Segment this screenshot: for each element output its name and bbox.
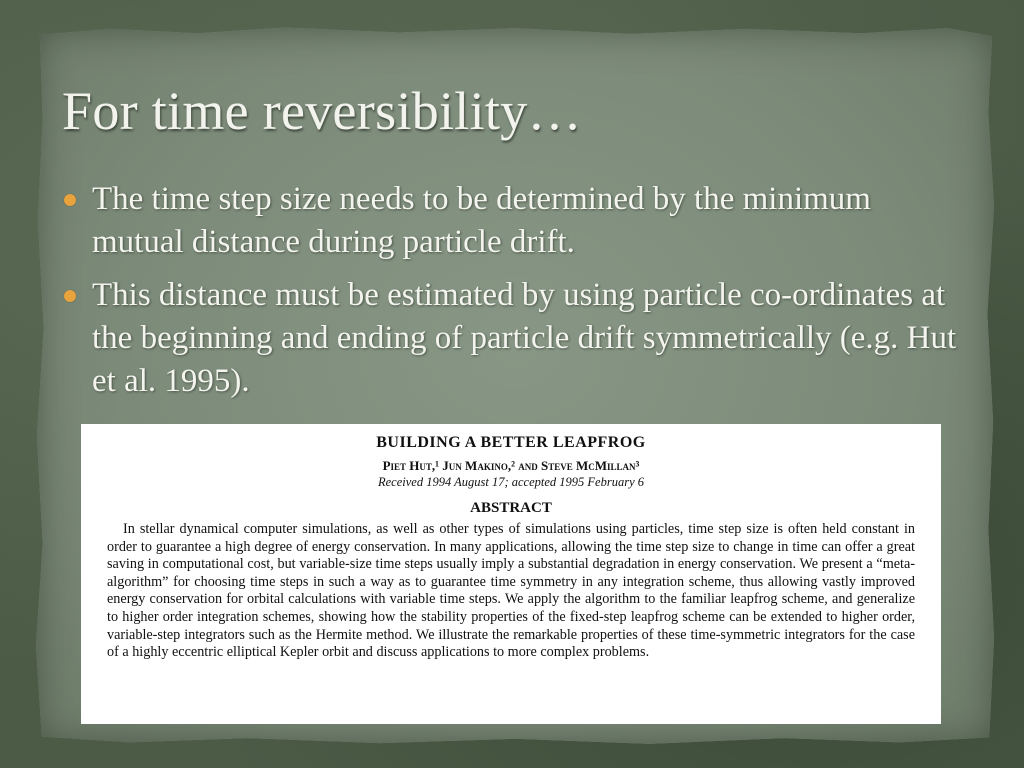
bullet-text: The time step size needs to be determined by the minimum mutual distance during particle drift. xyxy=(92,181,871,260)
abstract-body: In stellar dynamical computer simulations, as well as other types of simulations using particles, time step size is often held constant in order to guarantee a high degree of energy conservation. In many applications, allowing the time step size to change in time can offer a great saving in computational cost, but variable-size time steps usually imply a substantial degradation in energy conservation. We present a “meta-algorithm” for choosing time steps in such a way as to guarantee time symmetry in any integration scheme, thus allowing vastly improved energy conservation for orbital calculations with variable time steps. We apply the algorithm to the familiar leapfrog scheme, and generalize to higher order integration schemes, showing how the stability properties of the fixed-step leapfrog scheme can be extended to higher order, variable-step integrators such as the Hermite method. We illustrate the remarkable properties of these time-symmetric integrators for the case of a highly eccentric elliptical Kepler orbit and discuss applications to more complex problems. xyxy=(107,521,915,661)
bullet-list xyxy=(62,178,962,413)
bullet-dot-icon xyxy=(64,194,76,206)
bullet-item xyxy=(62,178,962,264)
article-received-date: Received 1994 August 17; accepted 1995 February 6 xyxy=(377,475,644,489)
slide-title: For time reversibility… xyxy=(62,81,582,141)
paper-abstract-image xyxy=(81,424,941,724)
article-title: BUILDING A BETTER LEAPFROG xyxy=(376,434,646,451)
article-authors: Piet Hut,¹ Jun Makino,² and Steve McMillan³ xyxy=(382,458,640,473)
bullet-item xyxy=(62,274,962,403)
bullet-text: This distance must be estimated by using particle co-ordinates at the beginning and ending of particle drift symmetrically (e.g. Hut et al. 1995). xyxy=(92,277,957,399)
abstract-heading: ABSTRACT xyxy=(470,500,552,516)
bullet-dot-icon xyxy=(64,290,76,302)
